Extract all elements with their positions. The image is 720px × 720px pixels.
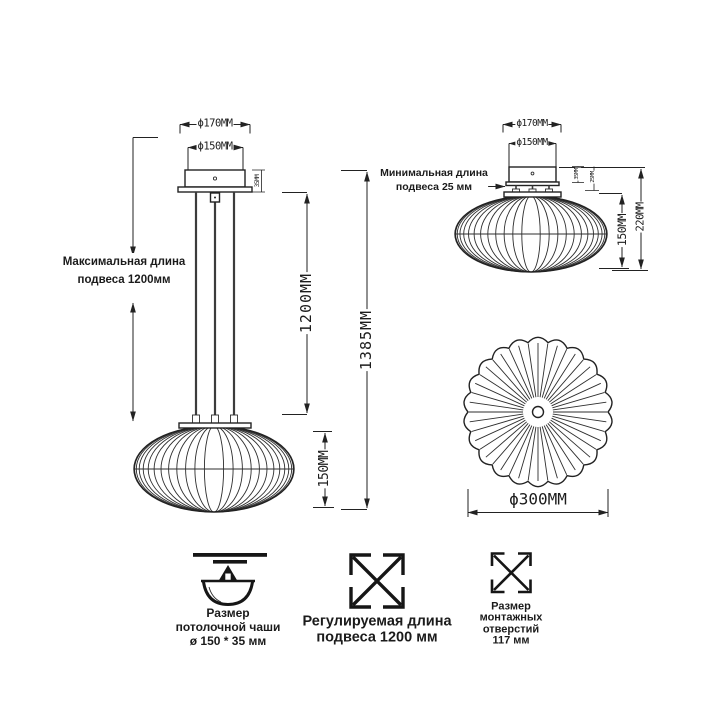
min-length-label-line2: подвеса 25 мм bbox=[395, 181, 473, 193]
legend-adjustable-length-line2: подвеса 1200 мм bbox=[316, 629, 438, 645]
canopy-pendant bbox=[178, 170, 265, 192]
min-length-label bbox=[380, 166, 488, 194]
max-length-label-line1: Максимальная длина bbox=[62, 256, 186, 268]
shade-top-plate-ceiling bbox=[504, 192, 561, 197]
ceiling-cup-icon bbox=[193, 553, 267, 605]
legend-canopy-size-line2: потолочной чаши bbox=[175, 620, 281, 634]
legend-canopy-size-label bbox=[176, 606, 281, 648]
legend-canopy-size-line3: ø 150 * 35 мм bbox=[189, 634, 267, 648]
dim-label-shade-150-ceiling: 150MM bbox=[614, 213, 629, 247]
dim-label-diameter-300: ϕ300MM bbox=[509, 489, 567, 509]
adjustable-length-icon bbox=[351, 555, 403, 607]
shade-pendant bbox=[134, 426, 294, 512]
dim-label-diameter-150-ceiling: ϕ150MM bbox=[516, 137, 548, 149]
dim-label-total-1385: 1385MM bbox=[357, 309, 376, 371]
legend-canopy-size-line1: Размер bbox=[206, 606, 250, 620]
dim-label-canopy-35-ceiling: 35MM bbox=[574, 168, 581, 180]
dim-label-suspension-1200: 1200MM bbox=[297, 272, 316, 334]
dim-label-shade-150-pendant: 150MM bbox=[317, 450, 333, 488]
dim-label-diameter-170-ceiling: ϕ170MM bbox=[516, 118, 548, 130]
mounting-holes-icon bbox=[492, 554, 531, 593]
ceiling-view bbox=[455, 125, 648, 273]
legend-mounting-holes-line2: монтажных bbox=[479, 611, 543, 624]
dim-label-diameter-150-pendant: ϕ150MM bbox=[197, 140, 233, 153]
suspension-rods bbox=[193, 192, 238, 423]
dim-label-canopy-35-pendant: 35MM bbox=[253, 174, 261, 188]
dim-label-diameter-170-pendant: ϕ170MM bbox=[197, 117, 233, 130]
dim-label-total-220: 220MM bbox=[634, 202, 647, 232]
legend-mounting-holes-line3: отверстий bbox=[482, 623, 540, 635]
legend-adjustable-length-line1: Регулируемая длина bbox=[302, 613, 452, 630]
shade-top-plate-pendant bbox=[179, 423, 251, 428]
max-length-label bbox=[63, 253, 186, 289]
legend-mounting-holes-line1: Размер bbox=[491, 600, 531, 613]
max-length-label-line2: подвеса 1200мм bbox=[77, 274, 171, 286]
legend-mounting-holes-line4: 117 мм bbox=[492, 634, 530, 647]
dim-label-gap-25-ceiling: 25MM bbox=[590, 171, 597, 183]
legend-mounting-holes-label bbox=[480, 601, 543, 646]
shade-ceiling bbox=[455, 196, 607, 272]
legend-adjustable-length-label bbox=[302, 615, 451, 646]
canopy-ceiling bbox=[506, 167, 559, 186]
top-view bbox=[464, 337, 612, 486]
min-length-label-line1: Минимальная длина bbox=[380, 167, 488, 179]
